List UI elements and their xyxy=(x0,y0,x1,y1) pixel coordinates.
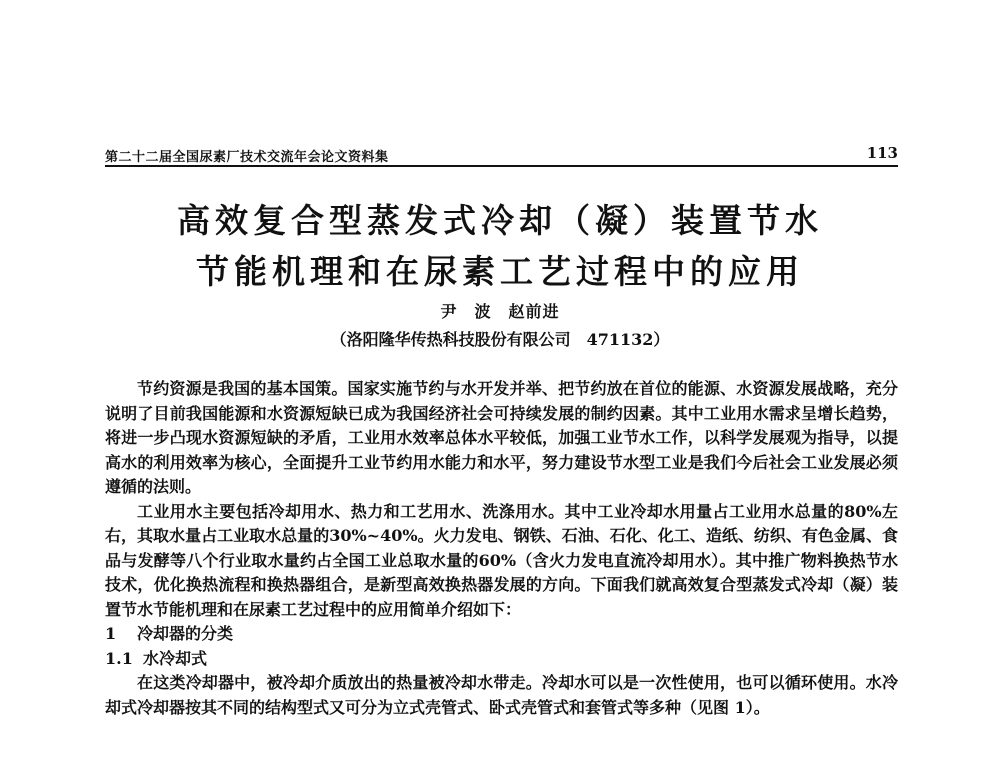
title-line-2: 节能机理和在尿素工艺过程中的应用 xyxy=(196,252,804,291)
subsection-heading-1-1 xyxy=(105,647,898,672)
running-header xyxy=(105,146,898,164)
authors: 尹 波 赵前进 xyxy=(440,302,560,321)
affiliation: （洛阳隆华传热科技股份有限公司 471132） xyxy=(330,330,670,349)
article-body xyxy=(105,377,898,720)
journal-name: 第二十二届全国尿素厂技术交流年会论文资料集 xyxy=(105,150,389,165)
paragraph-2: 工业用水主要包括冷却用水、热力和工艺用水、洗涤用水。其中工业冷却水用量占工业用水总量的80%左右，其取水量占工业取水总量的30%~40%。火力发电、钢铁、石油、石化、化工、造纸、纺织、有色金属、食品与发酵等八个行业取水量约占全国工业总取水量的60%（含火力发电直流冷却用水）。其中推广物料换热节水技术，优化换热流程和换热器组合，是新型高效换热器发展的方向。下面我们就高效复合型蒸发式冷却（凝）装置节水节能机理和在尿素工艺过程中的应用简单介绍如下： xyxy=(105,501,898,619)
title-line-1: 高效复合型蒸发式冷却（凝）装置节水 xyxy=(177,201,823,240)
subsection-title: 水冷却式 xyxy=(143,648,208,668)
section-title: 冷却器的分类 xyxy=(137,624,234,643)
header-rule xyxy=(105,165,898,167)
paragraph-1: 节约资源是我国的基本国策。国家实施节约与水开发并举、把节约放在首位的能源、水资源发展战略，充分说明了目前我国能源和水资源短缺已成为我国经济社会可持续发展的制约因素。其中工业用水需求呈增长趋势，将进一步凸现水资源短缺的矛盾，工业用水效率总体水平较低，加强工业节水工作，以科学发展观为指导，以提高水的利用效率为核心，全面提升工业节约用水能力和水平，努力建设节水型工业是我们今后社会工业发展必须遵循的法则。 xyxy=(105,379,898,496)
page-number: 113 xyxy=(866,144,898,162)
paragraph-3: 在这类冷却器中，被冷却介质放出的热量被冷却水带走。冷却水可以是一次性使用，也可以循环使用。水冷却式冷却器按其不同的结构型式又可分为立式壳管式、卧式壳管式和套管式等多种（见图 1）。 xyxy=(105,673,898,717)
section-heading-1 xyxy=(105,622,898,647)
subsection-number: 1.1 xyxy=(105,648,133,668)
section-number: 1 xyxy=(105,624,117,643)
